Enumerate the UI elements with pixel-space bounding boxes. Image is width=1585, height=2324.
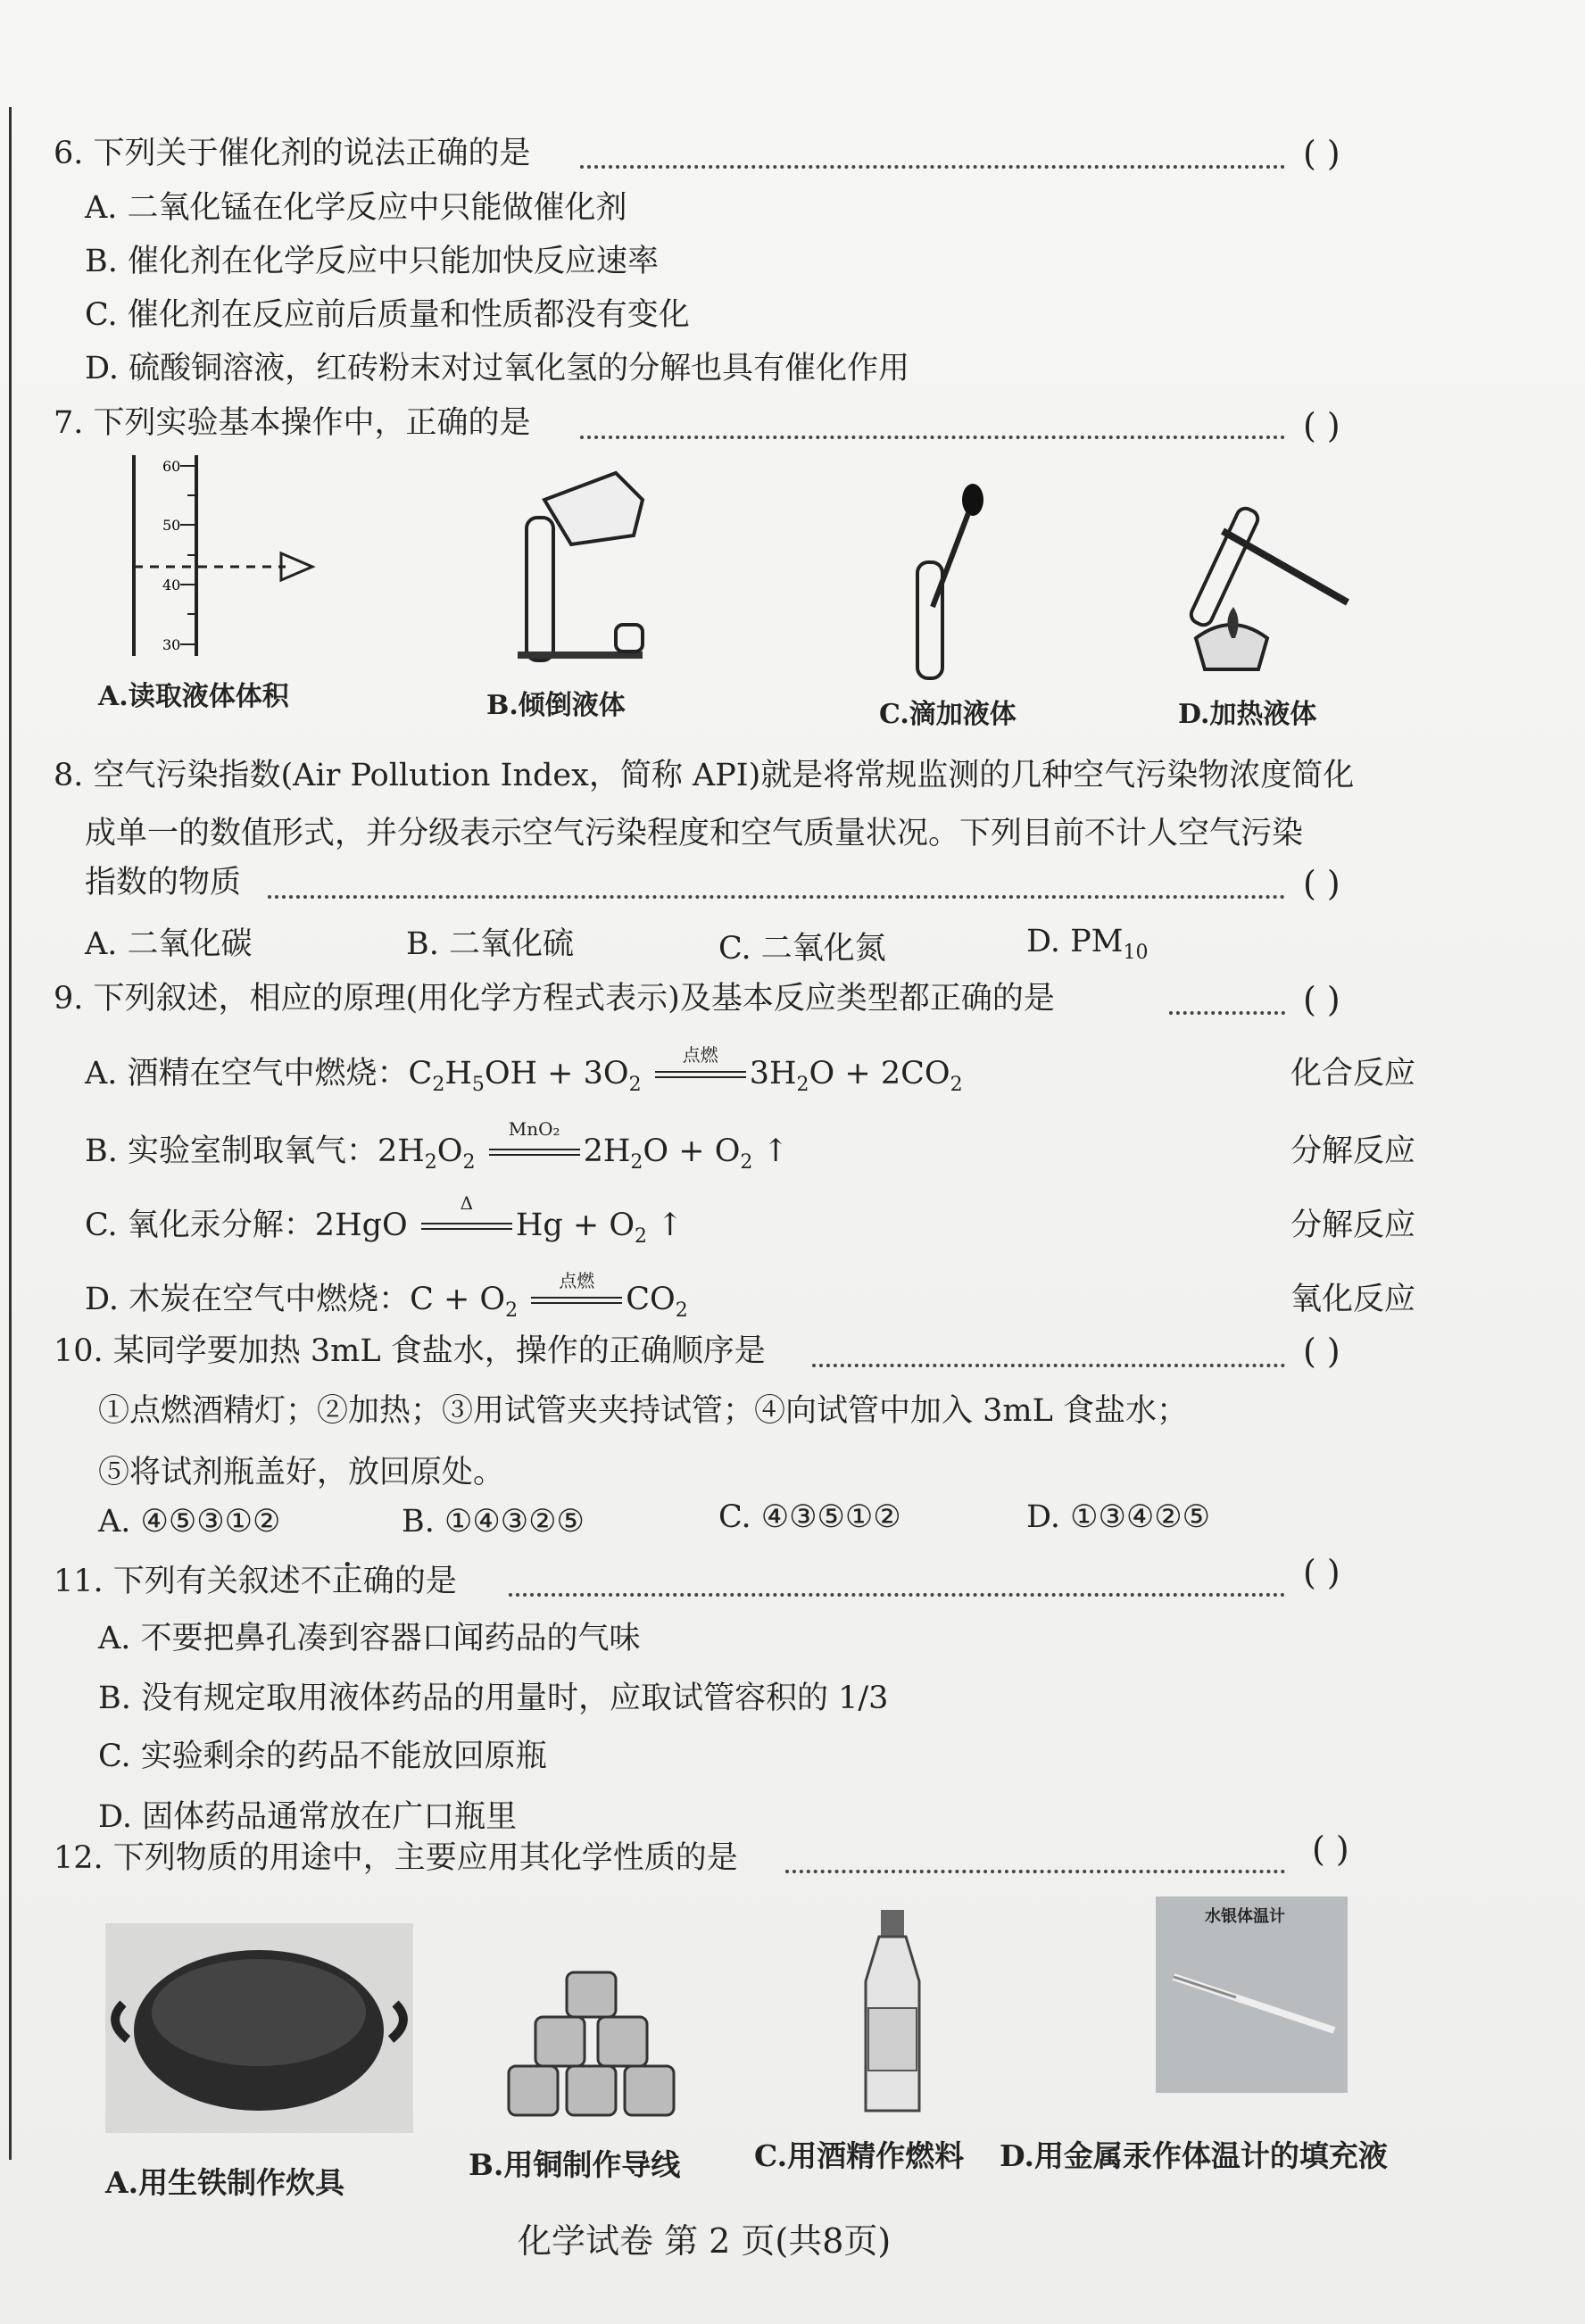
scale-30: 30 [162, 636, 181, 653]
stopper [616, 625, 643, 652]
scale-60: 60 [162, 458, 181, 475]
q9-stem: 9. 下列叙述，相应的原理(用化学方程式表示)及基本反应类型都正确的是 [54, 981, 1055, 1017]
q10-option-a: A. ④⑤③①② [98, 1504, 281, 1540]
test-tube [527, 518, 553, 660]
test-tube [1189, 505, 1261, 627]
pouring-liquid-figure [500, 464, 696, 669]
dropper-tube [933, 513, 968, 607]
q11-option-d: D. 固体药品通常放在广口瓶里 [98, 1799, 518, 1835]
q12-leader-dots [785, 1870, 1285, 1873]
wok-rim [152, 1959, 366, 2066]
tube-holder [1223, 531, 1348, 602]
iron-wok-photo [105, 1923, 413, 2133]
q8-line1: 8. 空气污染指数(Air Pollution Index，简称 API)就是将常规监测的几种空气污染物浓度简化 [54, 758, 1355, 793]
q6-option-a: A. 二氧化锰在化学反应中只能做催化剂 [85, 190, 627, 226]
q11-leader-dots [509, 1593, 1285, 1597]
q6-option-c: C. 催化剂在反应前后质量和性质都没有变化 [85, 297, 690, 333]
q10-steps-line1: ①点燃酒精灯；②加热；③用试管夹夹持试管；④向试管中加入 3mL 食盐水； [98, 1393, 1188, 1429]
q6-option-b: B. 催化剂在化学反应中只能加快反应速率 [85, 244, 659, 279]
q12-caption-c: C.用酒精作燃料 [754, 2138, 965, 2173]
q10-option-c: C. ④③⑤①② [718, 1499, 901, 1535]
q12-stem: 12. 下列物质的用途中，主要应用其化学性质的是 [54, 1840, 738, 1876]
q7-caption-a: A.读取液体体积 [98, 681, 289, 712]
scale-50: 50 [162, 517, 181, 534]
q6-leader-dots [580, 165, 1285, 169]
q6-option-d: D. 硫酸铜溶液，红砖粉末对过氧化氢的分解也具有催化作用 [85, 351, 910, 386]
q6-answer-paren[interactable]: ( ) [1303, 134, 1340, 173]
heating-liquid-figure [1169, 486, 1365, 683]
q10-steps-line2: ⑤将试剂瓶盖好，放回原处。 [98, 1455, 505, 1490]
test-tube [917, 562, 942, 678]
q9-option-b: B. 实验室制取氧气：$2H_2O_2$ MnO₂ $2H_2O + O_2$ ↑ [85, 1117, 789, 1174]
q9-option-c: C. 氧化汞分解：2HgO Δ $Hg + O_2$ ↑ [85, 1191, 684, 1248]
q10-stem: 10. 某同学要加热 3mL 食盐水，操作的正确顺序是 [54, 1333, 766, 1369]
binding-line [9, 107, 12, 2160]
q7-caption-d: D.加热液体 [1178, 699, 1317, 730]
q8-option-c: C. 二氧化氮 [718, 931, 886, 967]
q9-type-c: 分解反应 [1290, 1208, 1415, 1243]
q11-emphasis: 不正确 [300, 1564, 394, 1599]
q9-option-a: A. 酒精在空气中燃烧：$C_2H_5OH + 3O_2$ 点燃 $3H_2O + 2CO_2$ [85, 1043, 963, 1096]
q8-line2: 成单一的数值形式，并分级表示空气污染程度和空气质量状况。下列目前不计人空气污染 [85, 816, 1304, 851]
q12-caption-d: D.用金属汞作体温计的填充液 [1000, 2138, 1388, 2173]
q8-option-d: D. $PM_{10}$ [1026, 924, 1149, 964]
q8-option-b: B. 二氧化硫 [406, 926, 574, 962]
thermometer-photo [1156, 1897, 1348, 2093]
reagent-bottle [544, 473, 643, 544]
bottle-cap [881, 1910, 904, 1937]
thermometer-title: 水银体温计 [1205, 1907, 1285, 1926]
q7-stem: 7. 下列实验基本操作中，正确的是 [54, 405, 531, 441]
q9-option-d: D. 木炭在空气中燃烧：$C + O_2$ 点燃 $CO_2$ [85, 1269, 688, 1322]
q8-leader-dots [268, 895, 1285, 899]
q10-option-b: B. ①④③②⑤ [402, 1504, 585, 1540]
eye-icon [281, 553, 312, 580]
q8-option-a: A. 二氧化碳 [85, 926, 253, 962]
q9-leader-dots [1169, 1011, 1285, 1015]
q9-type-b: 分解反应 [1290, 1133, 1415, 1169]
q10-option-d: D. ①③④②⑤ [1026, 1499, 1210, 1535]
q10-answer-paren[interactable]: ( ) [1303, 1332, 1340, 1371]
photo-background [1156, 1897, 1348, 2093]
q6-stem: 6. 下列关于催化剂的说法正确的是 [54, 136, 531, 171]
q8-answer-paren[interactable]: ( ) [1303, 864, 1340, 903]
q11-stem: 11. 下列有关叙述不正确的是 [54, 1564, 457, 1599]
q11-answer-paren[interactable]: ( ) [1303, 1553, 1340, 1592]
copper-wire-spools-photo [504, 1968, 683, 2120]
dropper-figure [892, 482, 1000, 687]
q12-caption-a: A.用生铁制作炊具 [105, 2165, 345, 2200]
q11-option-c: C. 实验剩余的药品不能放回原瓶 [98, 1739, 547, 1774]
page-footer: 化学试卷 第 2 页(共8页) [518, 2221, 892, 2261]
q7-leader-dots [580, 436, 1285, 439]
q7-caption-b: B.倾倒液体 [486, 690, 626, 721]
q12-caption-b: B.用铜制作导线 [469, 2147, 681, 2182]
q11-option-b: B. 没有规定取用液体药品的用量时，应取试管容积的 1/3 [98, 1681, 889, 1716]
q7-caption-c: C.滴加液体 [879, 699, 1017, 730]
scale-40: 40 [162, 577, 181, 593]
q11-option-a: A. 不要把鼻孔凑到容器口闻药品的气味 [98, 1621, 641, 1656]
q7-answer-paren[interactable]: ( ) [1303, 406, 1340, 445]
q9-answer-paren[interactable]: ( ) [1303, 980, 1340, 1019]
q8-line3: 指数的物质 [85, 865, 242, 901]
bottle-label [868, 2008, 917, 2071]
graduated-cylinder-figure [98, 446, 348, 669]
q9-type-d: 氧化反应 [1290, 1282, 1415, 1317]
alcohol-bottle-photo [852, 1910, 933, 2115]
q9-type-a: 化合反应 [1290, 1056, 1415, 1091]
q10-leader-dots [812, 1364, 1285, 1367]
dropper-bulb [962, 484, 983, 516]
q12-answer-paren[interactable]: ( ) [1312, 1830, 1349, 1869]
